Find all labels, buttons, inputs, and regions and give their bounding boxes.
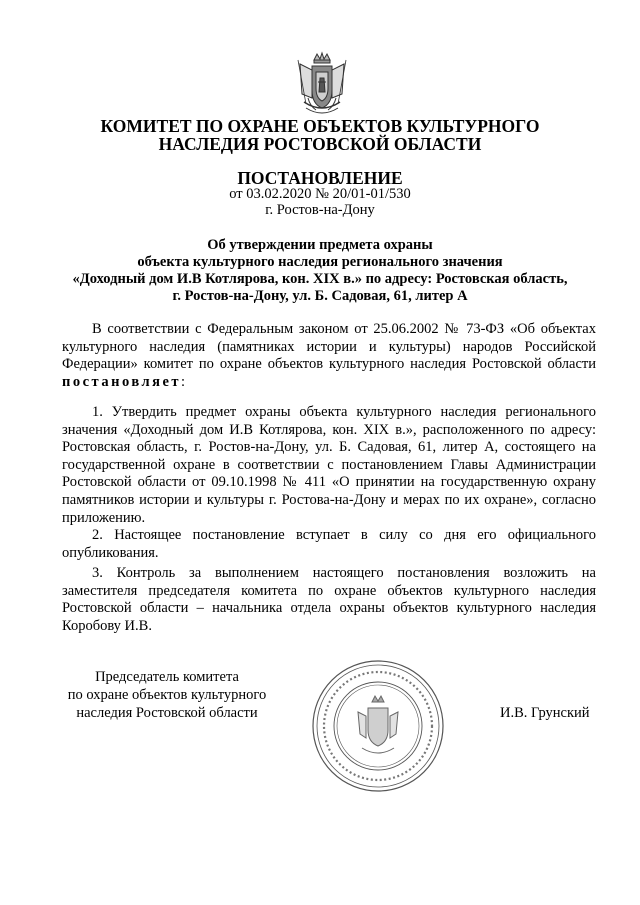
signatory-position-line-3: наследия Ростовской области [76, 705, 258, 721]
signatory-position-line-2: по охране объектов культурного [67, 687, 267, 703]
item-2-paragraph [62, 527, 596, 562]
subject-line-3: «Доходный дом И.В Котлярова, кон. XIX в.» по адресу: Ростовская область, [72, 271, 568, 287]
signatory-position-line-1: Председатель комитета [95, 669, 239, 685]
decree-title: ПОСТАНОВЛЕНИЕ [237, 168, 403, 188]
item-1-text: 1. Утвердить предмет охраны объекта культурного наследия регионального значения «Доходный дом И.В Котлярова, кон. XIX в.», расположенного по адресу: Ростовская область, г. Ростов-на-Дону, ул. Б. Садовая, 61, литер А, состоящего на государственной охране в соответствии с постановлением Главы Администрации Ростовской области от 09.10.1998 № 411 «О принятии на государственную охрану памятников истории и культуры г. Ростова-на-Дону и мерах по их охране», согласно приложению. [62, 404, 596, 526]
item-2-text: 2. Настоящее постановление вступает в силу со дня его официального опубликования. [62, 527, 596, 561]
official-seal-stamp [310, 658, 446, 794]
intro-colon: : [181, 373, 186, 390]
subject-line-4: г. Ростов-на-Дону, ул. Б. Садовая, 61, литер А [172, 288, 468, 304]
item-1-paragraph [62, 404, 596, 527]
committee-name-line-2: НАСЛЕДИЯ РОСТОВСКОЙ ОБЛАСТИ [158, 134, 482, 154]
subject-line-2: объекта культурного наследия регионального значения [137, 254, 503, 270]
coat-of-arms-emblem [294, 50, 350, 122]
decree-date-number: от 03.02.2020 № 20/01-01/530 [229, 186, 411, 202]
intro-text [62, 321, 596, 391]
subject-line-1: Об утверждении предмета охраны [207, 237, 433, 253]
decree-city: г. Ростов-на-Дону [265, 202, 375, 218]
intro-resolves-word: постановляет [62, 373, 182, 390]
committee-name-line-1: КОМИТЕТ ПО ОХРАНЕ ОБЪЕКТОВ КУЛЬТУРНОГО [100, 116, 540, 136]
signatory-name: И.В. Грунский [500, 705, 590, 721]
item-3-text: 3. Контроль за выполнением настоящего постановления возложить на заместителя председателя комитета по охране объектов культурного наследия Ростовской области – начальника отдела охраны объектов культурного наследия Коробову И.В. [62, 565, 596, 634]
intro-paragraph [62, 321, 596, 391]
intro-body: В соответствии с Федеральным законом от 25.06.2002 № 73-ФЗ «Об объектах культурного наследия (памятниках истории и культуры) народов Российской Федерации» комитет по охране объектов культурного наследия Ростовской области [62, 321, 596, 373]
signatory-position [62, 668, 272, 722]
item-3-paragraph [62, 565, 596, 635]
